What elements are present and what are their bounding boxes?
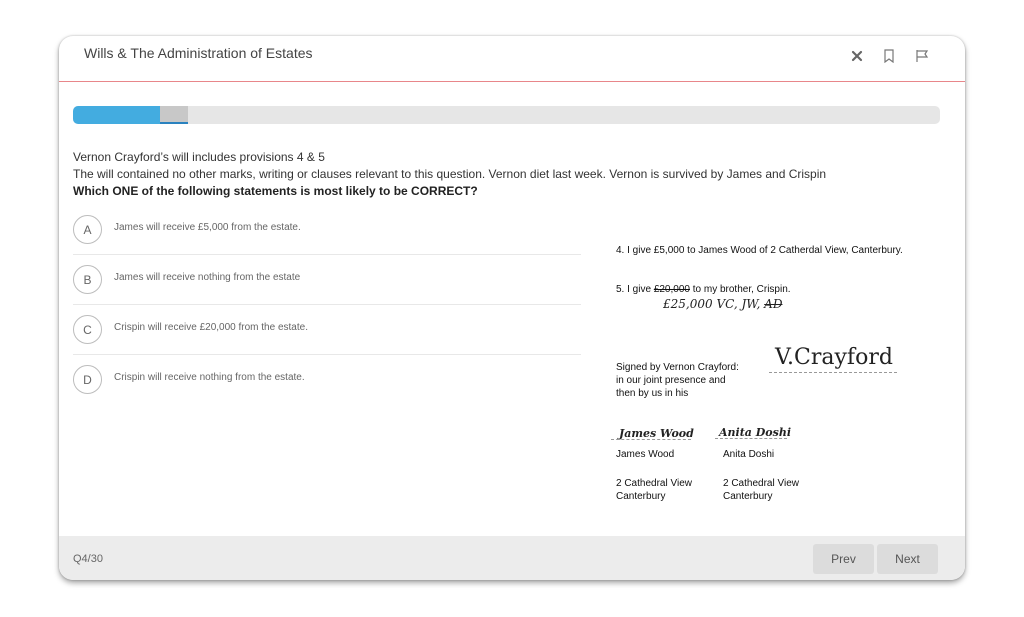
signature-line: [611, 439, 691, 440]
question-counter: Q4/30: [73, 553, 103, 565]
witness-2-address-1: 2 Cathedral View: [723, 478, 799, 489]
witness-1-address-1: 2 Cathedral View: [616, 478, 692, 489]
handwritten-amendment: [663, 297, 782, 311]
option-label: James will receive £5,000 from the estate.: [114, 222, 301, 233]
progress-current: [160, 106, 189, 124]
option-a[interactable]: [73, 205, 581, 255]
footer: [59, 536, 965, 580]
witness-1-address-2: Canterbury: [616, 491, 666, 502]
witness-2-name: Anita Doshi: [723, 449, 775, 460]
option-letter: C: [73, 315, 102, 344]
close-icon[interactable]: [849, 48, 865, 64]
flag-icon[interactable]: [914, 48, 930, 64]
option-letter: A: [73, 215, 102, 244]
will-provision-5: [616, 284, 791, 296]
next-button[interactable]: Next: [877, 544, 938, 574]
signed-line-1: Signed by Vernon Crayford:: [616, 362, 739, 373]
option-label: Crispin will receive £20,000 from the estate.: [114, 322, 308, 333]
option-label: Crispin will receive nothing from the estate.: [114, 372, 305, 383]
option-c[interactable]: [73, 305, 581, 355]
provision-5-suffix: to my brother, Crispin.: [689, 284, 791, 295]
progress-completed: [73, 106, 160, 124]
option-letter: D: [73, 365, 102, 394]
signed-line-2: in our joint presence and: [616, 375, 726, 386]
question-line-2: The will contained no other marks, writing or clauses relevant to this question. Vernon diet last week. Vernon is survived by James and Crispin: [73, 167, 827, 181]
exam-card: [59, 36, 965, 580]
question-prompt: Which ONE of the following statements is most likely to be CORRECT?: [73, 184, 478, 198]
page-title: Wills & The Administration of Estates: [84, 45, 313, 61]
witness-2-signature: Anita Doshi: [719, 426, 791, 439]
witness-1-name: James Wood: [616, 449, 675, 460]
provision-5-struck-amount: £20,000: [653, 284, 690, 295]
testator-signature: V.Crayford: [775, 345, 893, 370]
will-provision-4: 4. I give £5,000 to James Wood of 2 Catherdal View, Canterbury.: [616, 245, 903, 256]
progress-bar: [73, 106, 940, 124]
prev-button[interactable]: Prev: [813, 544, 874, 574]
question-line-1: Vernon Crayford’s will includes provisions 4 & 5: [73, 150, 325, 164]
signature-line: [715, 438, 787, 439]
handwritten-amount: £25,000 VC, JW,: [663, 297, 765, 311]
signature-line: [769, 372, 897, 373]
option-b[interactable]: [73, 255, 581, 305]
witness-1-signature: James Wood: [619, 427, 694, 440]
bookmark-icon[interactable]: [881, 48, 897, 64]
signed-line-3: then by us in his: [616, 388, 689, 399]
witness-2-address-2: Canterbury: [723, 491, 773, 502]
provision-5-prefix: 5. I give: [616, 284, 654, 295]
option-d[interactable]: [73, 355, 581, 405]
handwritten-struck-initials: AD: [764, 297, 783, 311]
option-letter: B: [73, 265, 102, 294]
option-label: James will receive nothing from the estate: [114, 272, 301, 283]
header: [59, 36, 965, 82]
